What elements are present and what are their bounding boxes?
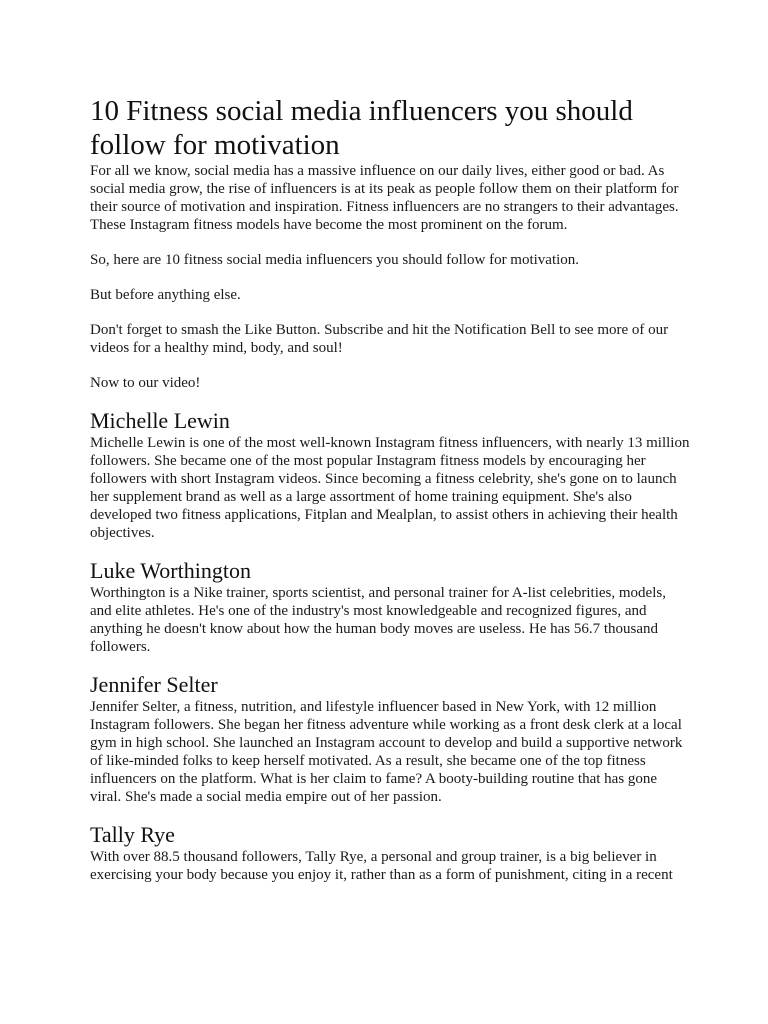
intro-paragraph-2: So, here are 10 fitness social media influencers you should follow for motivation. [90,252,580,268]
section-body-tally-rye: With over 88.5 thousand followers, Tally Rye, a personal and group trainer, is a big believer in exercising your body because you enjoy it, rather than as a form of punishment, citing in a recent [90,849,673,883]
intro-paragraph-1: For all we know, social media has a massive influence on our daily lives, either good or bad. As social media grow, the rise of influencers is at its peak as people follow them on their platform for their source of motivation and inspiration. Fitness influencers are no strangers to their advantages. These Instagram fitness models have become the most prominent on the forum. [90,163,679,233]
section-heading-michelle-lewin: Michelle Lewin [90,408,230,433]
section-heading-jennifer-selter: Jennifer Selter [90,672,218,697]
intro-paragraph-4: Don't forget to smash the Like Button. Subscribe and hit the Notification Bell to see more of our videos for a healthy mind, body, and soul! [90,322,669,356]
section-heading-luke-worthington: Luke Worthington [90,558,251,583]
intro-paragraph-5: Now to our video! [90,375,201,391]
section-body-jennifer-selter: Jennifer Selter, a fitness, nutrition, and lifestyle influencer based in New York, with 12 million Instagram followers. She began her fitness adventure while working as a front desk clerk at a local gym in high school. She launched an Instagram account to develop and build a supportive network of like-minded folks to keep herself motivated. As a result, she became one of the top fitness influencers on the platform. What is her claim to fame? A booty-building routine that has gone viral. She's made a social media empire out of her passion. [90,699,683,805]
intro-paragraph-3: But before anything else. [90,287,241,303]
section-body-luke-worthington: Worthington is a Nike trainer, sports scientist, and personal trainer for A-list celebrities, models, and elite athletes. He's one of the industry's most knowledgeable and recognized figures, and anything he doesn't know about how the human body moves are useless. He has 56.7 thousand followers. [90,585,666,655]
section-body-michelle-lewin: Michelle Lewin is one of the most well-known Instagram fitness influencers, with nearly 13 million followers. She became one of the most popular Instagram fitness models by encouraging her followers with short Instagram videos. Since becoming a fitness celebrity, she's gone on to launch her supplement brand as well as a large assortment of home training equipment. She's also developed two fitness applications, Fitplan and Mealplan, to assist others in achieving their health objectives. [90,435,690,541]
document-page [90,94,690,884]
document-title: 10 Fitness social media influencers you should follow for motivation [90,95,633,161]
section-heading-tally-rye: Tally Rye [90,822,175,847]
